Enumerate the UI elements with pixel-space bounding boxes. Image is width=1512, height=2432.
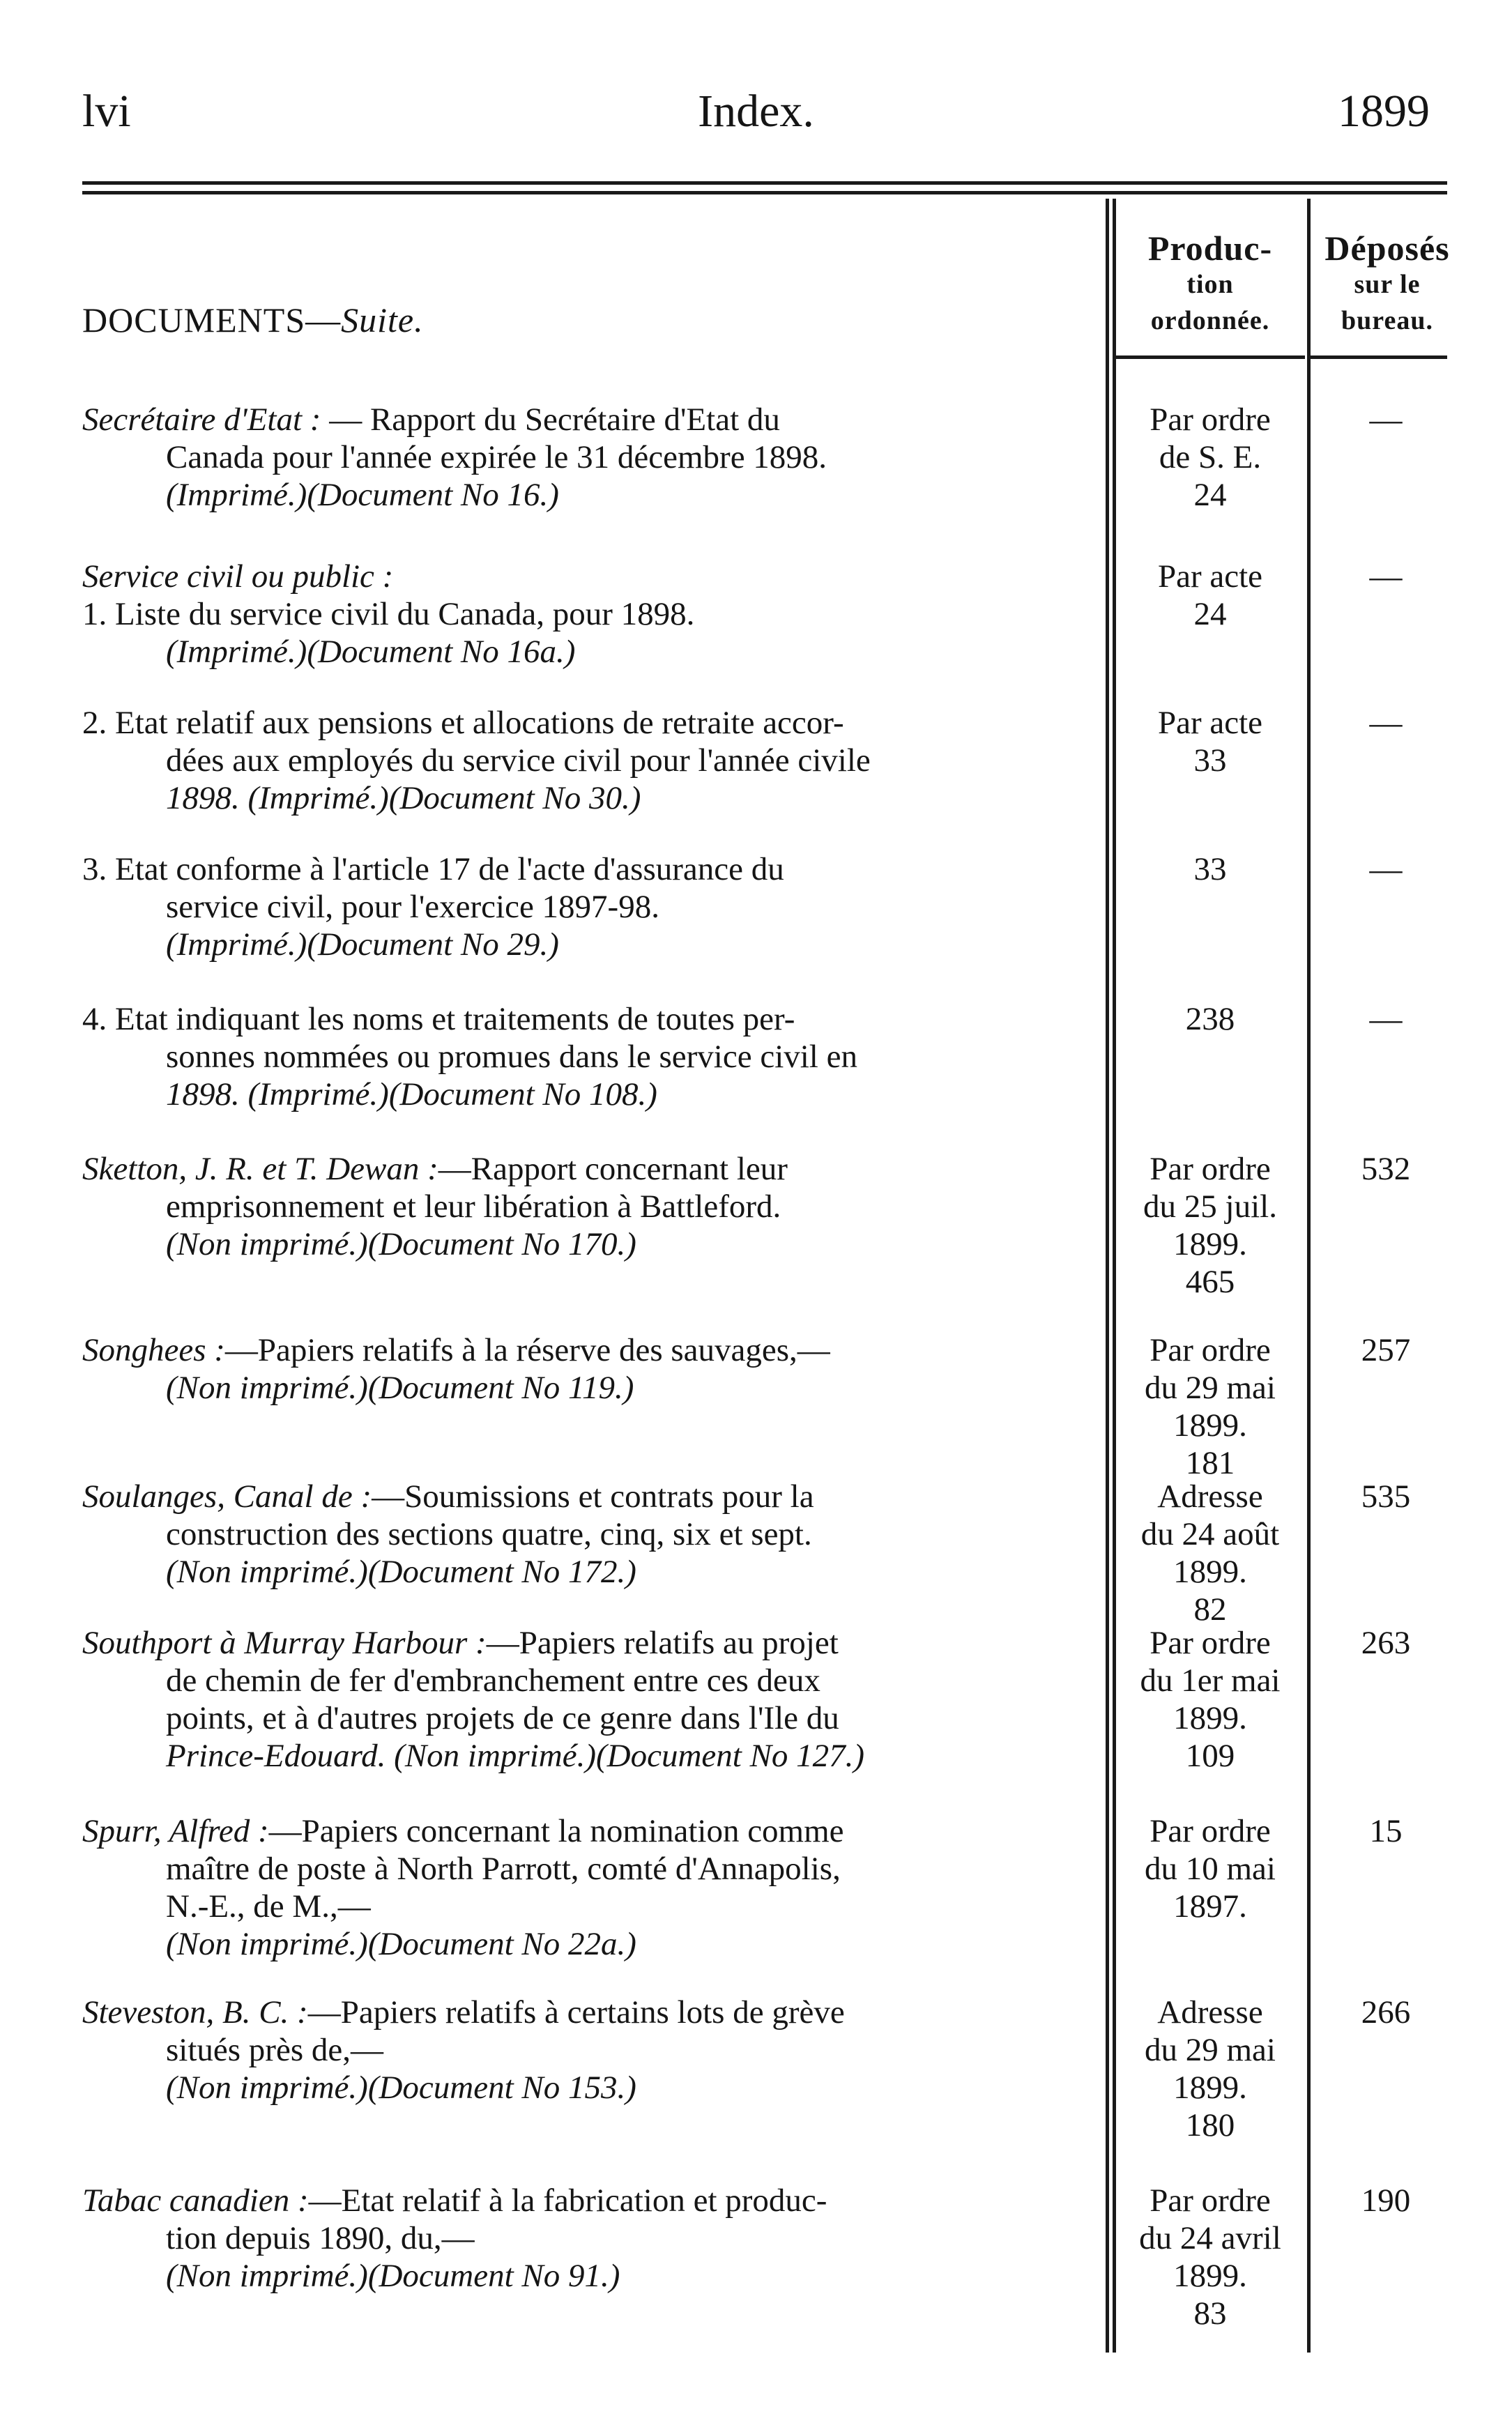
entry-reference-line: [82, 2257, 1114, 2295]
deposes-cell: —: [1369, 401, 1403, 438]
index-entry: [82, 1000, 1114, 1113]
production-value: 1899.: [1173, 1700, 1247, 1736]
header-rule-top: [82, 181, 1447, 185]
entry-title: Secrétaire d'Etat :: [82, 401, 321, 438]
entry-document-number: (Document No 16a.): [307, 634, 576, 670]
page-number: lvi: [82, 86, 131, 137]
production-value: 1899.: [1173, 2070, 1247, 2106]
entry-line: Songhees :—Papiers relatifs à la réserve des sauvages,—: [82, 1332, 830, 1368]
entry-title: Songhees :: [82, 1332, 225, 1368]
entry-document-number: (Document No 127.): [596, 1738, 865, 1774]
entry-status: (Non imprimé.): [166, 2070, 368, 2106]
entry-title: Southport à Murray Harbour :: [82, 1625, 487, 1661]
deposes-cell: 190: [1361, 2182, 1411, 2219]
entry-document-number: (Document No 29.): [307, 926, 559, 963]
production-value: du 24 avril: [1139, 2220, 1281, 2256]
production-value: Adresse: [1157, 1994, 1263, 2031]
production-value: 1899.: [1173, 2258, 1247, 2294]
production-cell: [1115, 558, 1305, 633]
production-cell: [1115, 704, 1305, 779]
entry-line: tion depuis 1890, du,—: [166, 2220, 475, 2256]
entry-line: N.-E., de M.,—: [166, 1888, 371, 1925]
deposes-cell: 266: [1361, 1994, 1411, 2031]
entry-line: 3. Etat conforme à l'article 17 de l'acte d'assurance du: [82, 851, 784, 887]
deposes-cell: —: [1369, 558, 1403, 595]
deposes-cell: —: [1369, 851, 1403, 887]
index-entry: [82, 704, 1114, 817]
entry-status: (Non imprimé.): [166, 1926, 368, 1962]
entry-document-number: (Document No 22a.): [367, 1926, 636, 1962]
entry-document-number: (Document No 170.): [367, 1226, 636, 1262]
production-value: 83: [1193, 2295, 1227, 2332]
production-value: 24: [1193, 596, 1227, 632]
entry-line: 1. Liste du service civil du Canada, pour 1898.: [82, 596, 695, 632]
entry-line: Soulanges, Canal de :—Soumissions et contrats pour la: [82, 1478, 814, 1515]
entry-line: emprisonnement et leur libération à Battleford.: [166, 1188, 781, 1225]
entry-reference-line: [82, 779, 1114, 817]
deposes-column-header: Déposés sur le bureau.: [1324, 229, 1450, 335]
entry-status: (Imprimé.): [166, 926, 307, 963]
entry-line: Canada pour l'année expirée le 31 décembre 1898.: [166, 439, 827, 475]
deposes-cell: 15: [1369, 1813, 1403, 1849]
page-year: 1899: [1338, 86, 1430, 137]
entry-line: de chemin de fer d'embranchement entre ces deux: [166, 1662, 820, 1699]
entry-line: Southport à Murray Harbour :—Papiers relatifs au projet: [82, 1625, 839, 1661]
entry-title: Sketton, J. R. et T. Dewan :: [82, 1151, 438, 1187]
production-value: 465: [1185, 1264, 1235, 1300]
production-value: 181: [1185, 1445, 1235, 1481]
entry-status: (Imprimé.): [166, 634, 307, 670]
entry-status: (Non imprimé.): [166, 1554, 368, 1590]
production-cell: [1115, 1994, 1305, 2144]
deposes-header-rule: [1311, 355, 1447, 359]
production-value: 1899.: [1173, 1226, 1247, 1262]
entry-line: situés près de,—: [166, 2032, 383, 2068]
production-value: du 29 mai: [1145, 1370, 1276, 1406]
entry-title: Spurr, Alfred :: [82, 1813, 269, 1849]
entry-line: 2. Etat relatif aux pensions et allocations de retraite accor-: [82, 705, 844, 741]
production-value: Par ordre: [1150, 1625, 1271, 1661]
deposes-cell: 263: [1361, 1625, 1411, 1661]
entry-reference-line: [82, 1225, 1114, 1263]
production-value: 1899.: [1173, 1554, 1247, 1590]
production-value: du 1er mai: [1140, 1662, 1281, 1699]
entry-document-number: (Document No 153.): [367, 2070, 636, 2106]
production-cell: [1115, 1624, 1305, 1775]
entry-document-number: (Document No 119.): [367, 1370, 634, 1406]
deposes-cell: —: [1369, 1001, 1403, 1037]
index-entry: [82, 558, 1114, 671]
page-title: Index.: [698, 86, 814, 137]
header-rule-bottom: [82, 191, 1447, 194]
entry-line: sonnes nommées ou promues dans le service civil en: [166, 1039, 857, 1075]
production-value: Par acte: [1157, 705, 1263, 741]
deposes-cell: 535: [1361, 1478, 1411, 1515]
production-cell: [1115, 1812, 1305, 1925]
entry-line: maître de poste à North Parrott, comté d'Annapolis,: [166, 1851, 841, 1887]
production-value: 180: [1185, 2107, 1235, 2143]
entry-reference-line: [82, 926, 1114, 963]
entry-line: Tabac canadien :—Etat relatif à la fabrication et produc-: [82, 2182, 827, 2219]
index-entry: [82, 850, 1114, 963]
production-value: du 25 juil.: [1143, 1188, 1277, 1225]
entry-line: dées aux employés du service civil pour l'année civile: [166, 742, 871, 779]
production-value: Adresse: [1157, 1478, 1263, 1515]
entry-subheading: Service civil ou public :: [82, 558, 394, 595]
entry-reference-line: [82, 1076, 1114, 1113]
production-value: 24: [1193, 477, 1227, 513]
production-cell: [1115, 1150, 1305, 1301]
production-value: du 24 août: [1140, 1516, 1280, 1552]
production-cell: [1115, 1478, 1305, 1628]
entry-status: 1898. (Imprimé.): [166, 1076, 389, 1112]
entry-line: service civil, pour l'exercice 1897-98.: [166, 889, 659, 925]
entry-line: Secrétaire d'Etat : — Rapport du Secrétaire d'Etat du: [82, 401, 780, 438]
production-value: 33: [1193, 742, 1227, 779]
production-column-header: Produc- tion ordonnée.: [1147, 229, 1273, 335]
index-entry: [82, 2182, 1114, 2295]
entry-status: (Non imprimé.): [166, 2258, 368, 2294]
entry-status: (Non imprimé.): [166, 1370, 368, 1406]
entry-line: Spurr, Alfred :—Papiers concernant la nomination comme: [82, 1813, 844, 1849]
production-value: 1897.: [1173, 1888, 1247, 1925]
section-title: DOCUMENTS—Suite.: [82, 300, 424, 339]
entry-status: Prince-Edouard. (Non imprimé.): [166, 1738, 596, 1774]
production-value: 33: [1193, 851, 1227, 887]
entry-reference-line: [82, 476, 1114, 514]
production-value: du 10 mai: [1145, 1851, 1276, 1887]
production-cell: [1115, 850, 1305, 888]
deposes-cell: 532: [1361, 1151, 1411, 1187]
entry-document-number: (Document No 30.): [388, 780, 641, 816]
production-value: 109: [1185, 1738, 1235, 1774]
entry-status: (Imprimé.): [166, 477, 307, 513]
production-value: 1899.: [1173, 1407, 1247, 1444]
production-value: 82: [1193, 1591, 1227, 1628]
entry-line: Sketton, J. R. et T. Dewan :—Rapport concernant leur: [82, 1151, 788, 1187]
entry-title: Soulanges, Canal de :: [82, 1478, 372, 1515]
production-cell: [1115, 401, 1305, 514]
entry-document-number: (Document No 91.): [367, 2258, 620, 2294]
entry-reference-line: [82, 633, 1114, 671]
entry-reference-line: [82, 1737, 1114, 1775]
production-value: Par ordre: [1150, 2182, 1271, 2219]
entry-line: 4. Etat indiquant les noms et traitements de toutes per-: [82, 1001, 795, 1037]
entry-document-number: (Document No 172.): [367, 1554, 636, 1590]
production-value: de S. E.: [1159, 439, 1262, 475]
index-entry: [82, 1478, 1114, 1591]
entry-status: (Non imprimé.): [166, 1226, 368, 1262]
entry-reference-line: [82, 1925, 1114, 1963]
production-value: du 29 mai: [1145, 2032, 1276, 2068]
entry-title: Steveston, B. C. :: [82, 1994, 308, 2031]
index-entry: [82, 1812, 1114, 1963]
deposes-cell: 257: [1361, 1332, 1411, 1368]
entry-reference-line: [82, 1553, 1114, 1591]
entry-document-number: (Document No 108.): [388, 1076, 657, 1112]
production-cell: [1115, 1331, 1305, 1482]
entry-status: 1898. (Imprimé.): [166, 780, 389, 816]
index-entry: [82, 1994, 1114, 2106]
entry-reference-line: [82, 2069, 1114, 2106]
index-entry: [82, 401, 1114, 514]
production-cell: [1115, 2182, 1305, 2332]
production-value: Par acte: [1157, 558, 1263, 595]
production-cell: [1115, 1000, 1305, 1038]
entry-line: Steveston, B. C. :—Papiers relatifs à certains lots de grève: [82, 1994, 845, 2031]
entry-title: Tabac canadien :: [82, 2182, 309, 2219]
entry-reference-line: [82, 1369, 1114, 1407]
production-value: Par ordre: [1150, 1332, 1271, 1368]
deposes-cell: —: [1369, 705, 1403, 741]
entry-line: construction des sections quatre, cinq, six et sept.: [166, 1516, 812, 1552]
column-divider-3: [1307, 199, 1311, 2353]
production-header-rule: [1115, 355, 1305, 359]
entry-line: points, et à d'autres projets de ce genre dans l'Ile du: [166, 1700, 839, 1736]
production-value: Par ordre: [1150, 401, 1271, 438]
index-entry: [82, 1331, 1114, 1407]
production-value: 238: [1185, 1001, 1235, 1037]
index-entry: [82, 1624, 1114, 1775]
production-value: Par ordre: [1150, 1813, 1271, 1849]
entry-document-number: (Document No 16.): [307, 477, 559, 513]
production-value: Par ordre: [1150, 1151, 1271, 1187]
index-entry: [82, 1150, 1114, 1263]
